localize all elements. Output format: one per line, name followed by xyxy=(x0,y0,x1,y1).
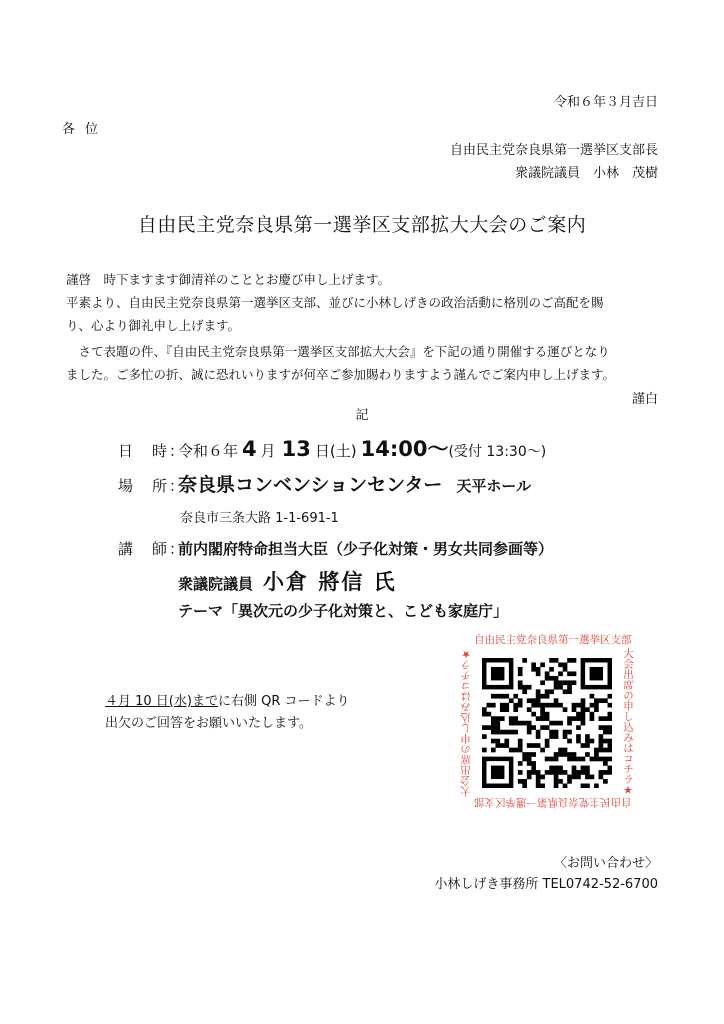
lecturer-name: 小倉 將信 氏 xyxy=(263,570,397,594)
stamp-top-text: 自由民主党奈良県第一選挙区支部 xyxy=(474,634,632,646)
body-line-4: さて表題の件、『自由民主党奈良県第一選挙区支部拡大大会』を下記の通り開催する運びとなり xyxy=(66,344,610,359)
body-line-5: ました。ご多忙の折、誠に恐れいりますが何卒ご参加賜わりますよう謹んでご案内申し上げます。 xyxy=(66,367,616,382)
body-line-3: り、心より御礼申し上げます。 xyxy=(66,318,241,333)
lecturer-title: 衆議院議員 xyxy=(178,575,254,593)
addressee: 各位 xyxy=(62,122,109,137)
sender-name: 衆議院議員 小林 茂樹 xyxy=(514,166,658,181)
venue-row xyxy=(118,470,531,497)
venue-name: 奈良県コンベンションセンター xyxy=(178,474,443,496)
rsvp-qr-code[interactable] xyxy=(482,658,612,788)
venue-label: 場 所： xyxy=(118,477,187,495)
qr-code-icon xyxy=(482,658,612,788)
event-time: 14:00～ xyxy=(360,437,449,461)
rsvp-request: 出欠のご回答をお願いいたします。 xyxy=(105,716,312,731)
qr-stamp xyxy=(458,632,636,810)
date-label: 日 時： xyxy=(118,442,187,460)
sender-organization: 自由民主党奈良県第一選挙区支部長 xyxy=(449,143,658,158)
body-line-2: 平素より、自由民主党奈良県第一選挙区支部、並びに小林しげきの政治活動に格別のご高配を賜 xyxy=(66,295,604,310)
date-day-unit: 日(土) xyxy=(314,442,357,460)
closing-word: 謹白 xyxy=(631,392,658,407)
venue-hall: 天平ホール xyxy=(456,477,532,495)
event-date-row xyxy=(118,433,546,463)
rsvp-deadline-date: ４月 10 日(水)まで xyxy=(105,694,218,709)
stamp-left-text: 大会出席の申し込みはコチラ★ xyxy=(460,648,472,797)
inquiry-label: 〈お問い合わせ〉 xyxy=(553,856,658,871)
lecturer-name-row xyxy=(178,566,397,596)
document-date: 令和６年３月吉日 xyxy=(553,95,658,110)
lecturer-row xyxy=(118,538,553,559)
rsvp-deadline xyxy=(105,690,349,709)
inquiry-contact: 小林しげき事務所 TEL0742-52-6700 xyxy=(434,877,658,892)
lecturer-label: 講 師： xyxy=(118,540,187,558)
venue-address: 奈良市三条大路 1-1-691-1 xyxy=(180,511,339,526)
lecturer-role: 前内閣府特命担当大臣（少子化対策・男女共同参画等） xyxy=(178,540,554,558)
date-era: 令和６年 xyxy=(178,442,239,460)
body-line-1: 謹啓 時下ますます御清祥のこととお慶び申し上げます。 xyxy=(66,272,391,287)
date-month-unit: 月 xyxy=(260,442,276,460)
date-month: 4 xyxy=(242,437,257,461)
reception-time: (受付 13:30～) xyxy=(448,444,547,460)
date-day: 13 xyxy=(281,437,311,461)
rsvp-deadline-rest: に右側 QR コードより xyxy=(217,694,350,709)
lecture-theme: テーマ「異次元の少子化対策と、こども家庭庁」 xyxy=(178,602,509,620)
stamp-right-text: 大会出席の申し込みはコチラ★ xyxy=(622,648,634,797)
ki-heading: 記 xyxy=(355,408,369,423)
document-title: 自由民主党奈良県第一選挙区支部拡大大会のご案内 xyxy=(137,214,587,236)
stamp-bottom-text: 自由民主党奈良県第一選挙区支部 xyxy=(474,796,632,808)
